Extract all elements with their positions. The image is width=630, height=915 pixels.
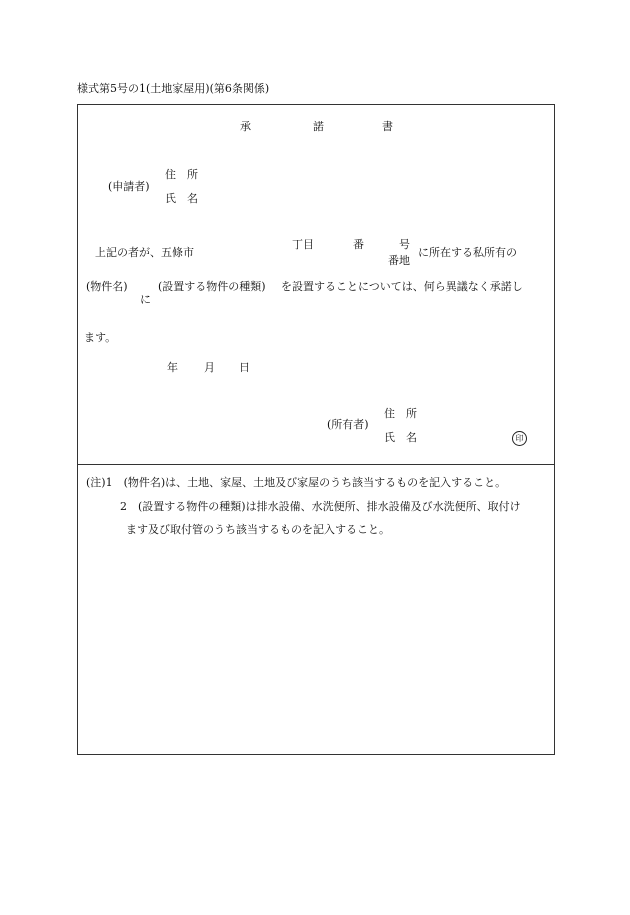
ban-label: 番 (353, 238, 364, 251)
owner-name-label: 氏 名 (384, 431, 417, 444)
owner-label: (所有者) (327, 418, 369, 431)
note-2-line-2: ます及び取付管のうち該当するものを記入すること。 (126, 523, 390, 536)
banchi-label: 番地 (388, 254, 410, 267)
form-number: 様式第5号の1(土地家屋用)(第6条関係) (77, 82, 270, 95)
owner-address-label: 住 所 (384, 407, 417, 420)
body-line3: ます。 (84, 331, 117, 344)
seal-icon: 印 (512, 431, 527, 446)
applicant-label: (申請者) (108, 180, 150, 193)
body-line1-prefix: 上記の者が、五條市 (95, 246, 194, 259)
title-char-1: 承 (240, 120, 251, 133)
date-day: 日 (239, 361, 250, 374)
date-month: 月 (204, 361, 215, 374)
property-name-label: (物件名) (86, 280, 128, 293)
go-label: 号 (399, 238, 410, 251)
title-char-2: 諾 (313, 120, 324, 133)
date-year: 年 (167, 361, 178, 374)
note-1: (注)1 (物件名)は、土地、家屋、土地及び家屋のうち該当するものを記入すること。 (86, 476, 507, 489)
body-line2-suffix: を設置することについては、何ら異議なく承諾し (281, 280, 523, 293)
notes-divider (78, 464, 554, 465)
form-frame (77, 104, 555, 755)
note-2-line-1: 2 (設置する物件の種類)は排水設備、水洗便所、排水設備及び水洗便所、取付け (120, 500, 521, 513)
property-type-label: (設置する物件の種類) (158, 280, 266, 293)
applicant-name-label: 氏 名 (165, 192, 198, 205)
chome-label: 丁目 (292, 238, 314, 251)
body-line1-suffix: に所在する私所有の (418, 246, 517, 259)
title-char-3: 書 (382, 120, 393, 133)
applicant-address-label: 住 所 (165, 168, 198, 181)
particle-ni: に (140, 293, 151, 306)
